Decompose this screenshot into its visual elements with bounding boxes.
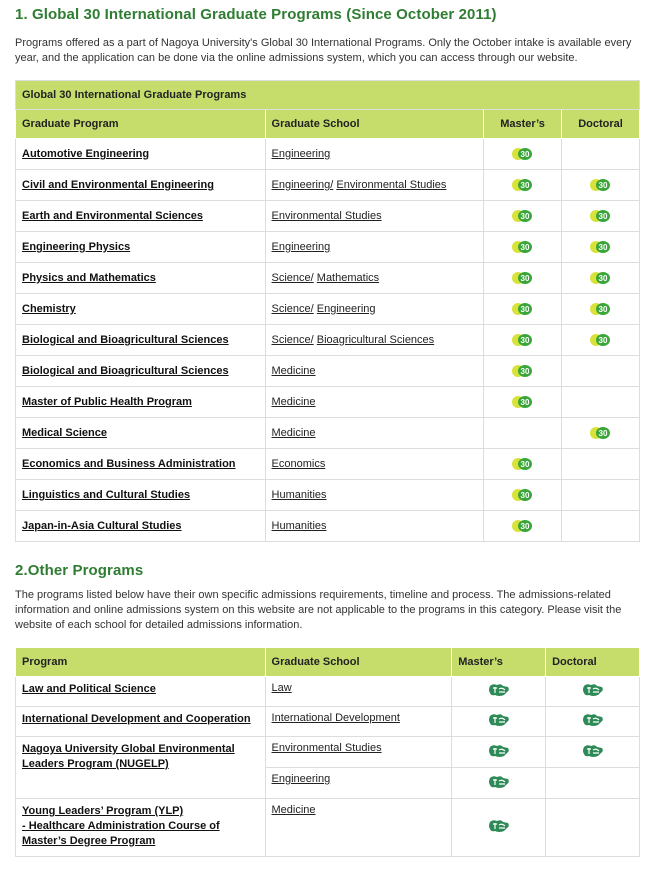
table-row — [16, 418, 640, 449]
school-link[interactable]: Science/ — [271, 334, 314, 346]
doctoral-cell — [562, 294, 640, 325]
program-link[interactable]: Physics and Mathematics — [22, 272, 156, 284]
badge-text: 30 — [520, 367, 530, 377]
masters-cell — [452, 799, 546, 857]
school-link[interactable]: Engineering/ — [271, 179, 334, 191]
global30-badge-icon — [590, 272, 611, 284]
badge-text: 30 — [520, 491, 530, 501]
table-row — [16, 232, 640, 263]
table-row — [16, 511, 640, 542]
program-link[interactable]: Engineering Physics — [22, 241, 131, 253]
school-link[interactable]: Science/ — [271, 303, 314, 315]
badge-text: 30 — [598, 274, 608, 284]
table-row — [16, 201, 640, 232]
header-doctoral: Doctoral — [562, 110, 640, 139]
program-link[interactable]: Economics and Business Administration — [22, 458, 236, 470]
table-row — [16, 707, 640, 737]
badge-text: 30 — [520, 274, 530, 284]
program-stamp-icon — [488, 775, 510, 789]
school-link[interactable]: Humanities — [271, 489, 327, 501]
table-row — [16, 170, 640, 201]
school-link[interactable]: Law — [271, 682, 292, 694]
badge-text: 30 — [520, 181, 530, 191]
masters-cell — [484, 449, 562, 480]
doctoral-cell — [546, 677, 640, 707]
doctoral-cell — [562, 325, 640, 356]
table-row — [16, 737, 640, 768]
badge-text: 30 — [598, 336, 608, 346]
program-link[interactable]: International Development and Cooperation — [22, 713, 251, 725]
masters-cell — [484, 201, 562, 232]
table-row — [16, 263, 640, 294]
doctoral-cell — [562, 418, 640, 449]
school-link[interactable]: Engineering — [316, 303, 376, 315]
masters-cell — [452, 707, 546, 737]
program-link[interactable]: Linguistics and Cultural Studies — [22, 489, 191, 501]
global30-badge-icon — [512, 520, 533, 532]
school-link[interactable]: Medicine — [271, 804, 316, 816]
doctoral-cell — [562, 263, 640, 294]
badge-text: 30 — [520, 305, 530, 315]
table-row — [16, 325, 640, 356]
table-row — [16, 356, 640, 387]
header-graduate-school: Graduate School — [265, 110, 484, 139]
masters-cell — [452, 677, 546, 707]
program-stamp-icon — [488, 713, 510, 727]
badge-text: 30 — [598, 243, 608, 253]
school-link[interactable]: Engineering — [271, 773, 331, 785]
school-link[interactable]: Bioagricultural Sciences — [316, 334, 435, 346]
badge-text: 30 — [598, 305, 608, 315]
program-stamp-icon — [488, 819, 510, 833]
program-link[interactable]: Automotive Engineering — [22, 148, 150, 160]
badge-text: 30 — [520, 150, 530, 160]
masters-cell — [484, 325, 562, 356]
global30-badge-icon — [512, 396, 533, 408]
section1-heading: 1. Global 30 International Graduate Programs (Since October 2011) — [15, 6, 497, 23]
program-link[interactable]: Nagoya University Global Environmental Leaders Program (NUGELP) — [22, 743, 235, 770]
table-row — [16, 449, 640, 480]
program-link[interactable]: Civil and Environmental Engineering — [22, 179, 214, 191]
table-row — [16, 480, 640, 511]
section2-heading: 2.Other Programs — [15, 562, 144, 579]
program-stamp-icon — [582, 744, 604, 758]
school-link[interactable]: Mathematics — [316, 272, 380, 284]
masters-cell — [484, 263, 562, 294]
badge-text: 30 — [520, 243, 530, 253]
table-caption: Global 30 International Graduate Programs — [16, 81, 640, 110]
program-link[interactable]: Biological and Bioagricultural Sciences — [22, 365, 229, 377]
program-stamp-icon — [488, 744, 510, 758]
header-masters: Master’s — [484, 110, 562, 139]
global30-badge-icon — [512, 365, 533, 377]
masters-cell — [484, 418, 562, 449]
badge-text: 30 — [598, 181, 608, 191]
doctoral-cell — [546, 737, 640, 768]
global30-badge-icon — [512, 303, 533, 315]
global30-badge-icon — [512, 148, 533, 160]
header-program: Program — [16, 648, 266, 677]
badge-text: 30 — [598, 429, 608, 439]
masters-cell — [484, 511, 562, 542]
table-row — [16, 677, 640, 707]
badge-text: 30 — [520, 212, 530, 222]
doctoral-cell — [562, 232, 640, 263]
school-link[interactable]: Medicine — [271, 396, 316, 408]
school-link[interactable]: Medicine — [271, 365, 316, 377]
school-link[interactable]: Economics — [271, 458, 326, 470]
badge-text: 30 — [520, 336, 530, 346]
program-link[interactable]: Earth and Environmental Sciences — [22, 210, 203, 222]
program-stamp-icon — [582, 683, 604, 697]
doctoral-cell — [546, 799, 640, 857]
school-link[interactable]: Engineering — [271, 241, 331, 253]
global30-table — [15, 80, 640, 542]
global30-badge-icon — [512, 489, 533, 501]
masters-cell — [452, 737, 546, 768]
masters-cell — [484, 170, 562, 201]
badge-text: 30 — [520, 460, 530, 470]
badge-text: 30 — [598, 212, 608, 222]
school-link[interactable]: Environmental Studies — [271, 742, 382, 754]
doctoral-cell — [562, 387, 640, 418]
doctoral-cell — [562, 449, 640, 480]
header-doctoral: Doctoral — [546, 648, 640, 677]
doctoral-cell — [562, 356, 640, 387]
doctoral-cell — [562, 511, 640, 542]
doctoral-cell — [562, 139, 640, 170]
header-graduate-school: Graduate School — [265, 648, 452, 677]
badge-text: 30 — [520, 522, 530, 532]
doctoral-cell — [562, 201, 640, 232]
doctoral-cell — [546, 707, 640, 737]
table-row — [16, 139, 640, 170]
global30-badge-icon — [590, 179, 611, 191]
masters-cell — [484, 387, 562, 418]
masters-cell — [484, 356, 562, 387]
school-link[interactable]: Medicine — [271, 427, 316, 439]
school-link[interactable]: International Development — [271, 712, 400, 724]
school-link[interactable]: Humanities — [271, 520, 327, 532]
program-stamp-icon — [582, 713, 604, 727]
school-link[interactable]: Environmental Studies — [336, 179, 447, 191]
masters-cell — [484, 294, 562, 325]
program-link[interactable]: Young Leaders’ Program (YLP) - Healthcare Administration Course of Master’s Degree Program — [22, 805, 220, 847]
global30-badge-icon — [512, 210, 533, 222]
program-link[interactable]: Japan-in-Asia Cultural Studies — [22, 520, 182, 532]
doctoral-cell — [562, 480, 640, 511]
global30-badge-icon — [590, 241, 611, 253]
global30-badge-icon — [590, 334, 611, 346]
masters-cell — [452, 768, 546, 799]
school-link[interactable]: Science/ — [271, 272, 314, 284]
school-link[interactable]: Environmental Studies — [271, 210, 382, 222]
global30-badge-icon — [512, 458, 533, 470]
global30-badge-icon — [590, 303, 611, 315]
table-row — [16, 294, 640, 325]
global30-badge-icon — [512, 272, 533, 284]
global30-badge-icon — [512, 179, 533, 191]
table-row — [16, 799, 640, 857]
global30-badge-icon — [512, 241, 533, 253]
doctoral-cell — [546, 768, 640, 799]
table-row — [16, 387, 640, 418]
masters-cell — [484, 480, 562, 511]
program-link[interactable]: Master of Public Health Program — [22, 396, 192, 408]
other-programs-table — [15, 647, 640, 857]
masters-cell — [484, 139, 562, 170]
header-masters: Master’s — [452, 648, 546, 677]
header-graduate-program: Graduate Program — [16, 110, 266, 139]
program-link[interactable]: Chemistry — [22, 303, 76, 315]
program-stamp-icon — [488, 683, 510, 697]
badge-text: 30 — [520, 398, 530, 408]
section2-intro: The programs listed below have their own specific admissions requirements, timeline and process. The admissions-related information and online admissions system on this website are not applicable to the programs in this category. Please visit the website of each school for detailed admissions information. — [15, 589, 622, 631]
global30-badge-icon — [590, 427, 611, 439]
global30-badge-icon — [512, 334, 533, 346]
program-link[interactable]: Biological and Bioagricultural Sciences — [22, 334, 229, 346]
program-link[interactable]: Law and Political Science — [22, 683, 156, 695]
school-link[interactable]: Engineering — [271, 148, 331, 160]
global30-badge-icon — [590, 210, 611, 222]
masters-cell — [484, 232, 562, 263]
section1-intro: Programs offered as a part of Nagoya University's Global 30 International Programs. Only the October intake is available every year, and the application can be done via the online admissions system, which you can access through our website. — [15, 37, 632, 64]
program-link[interactable]: Medical Science — [22, 427, 107, 439]
doctoral-cell — [562, 170, 640, 201]
